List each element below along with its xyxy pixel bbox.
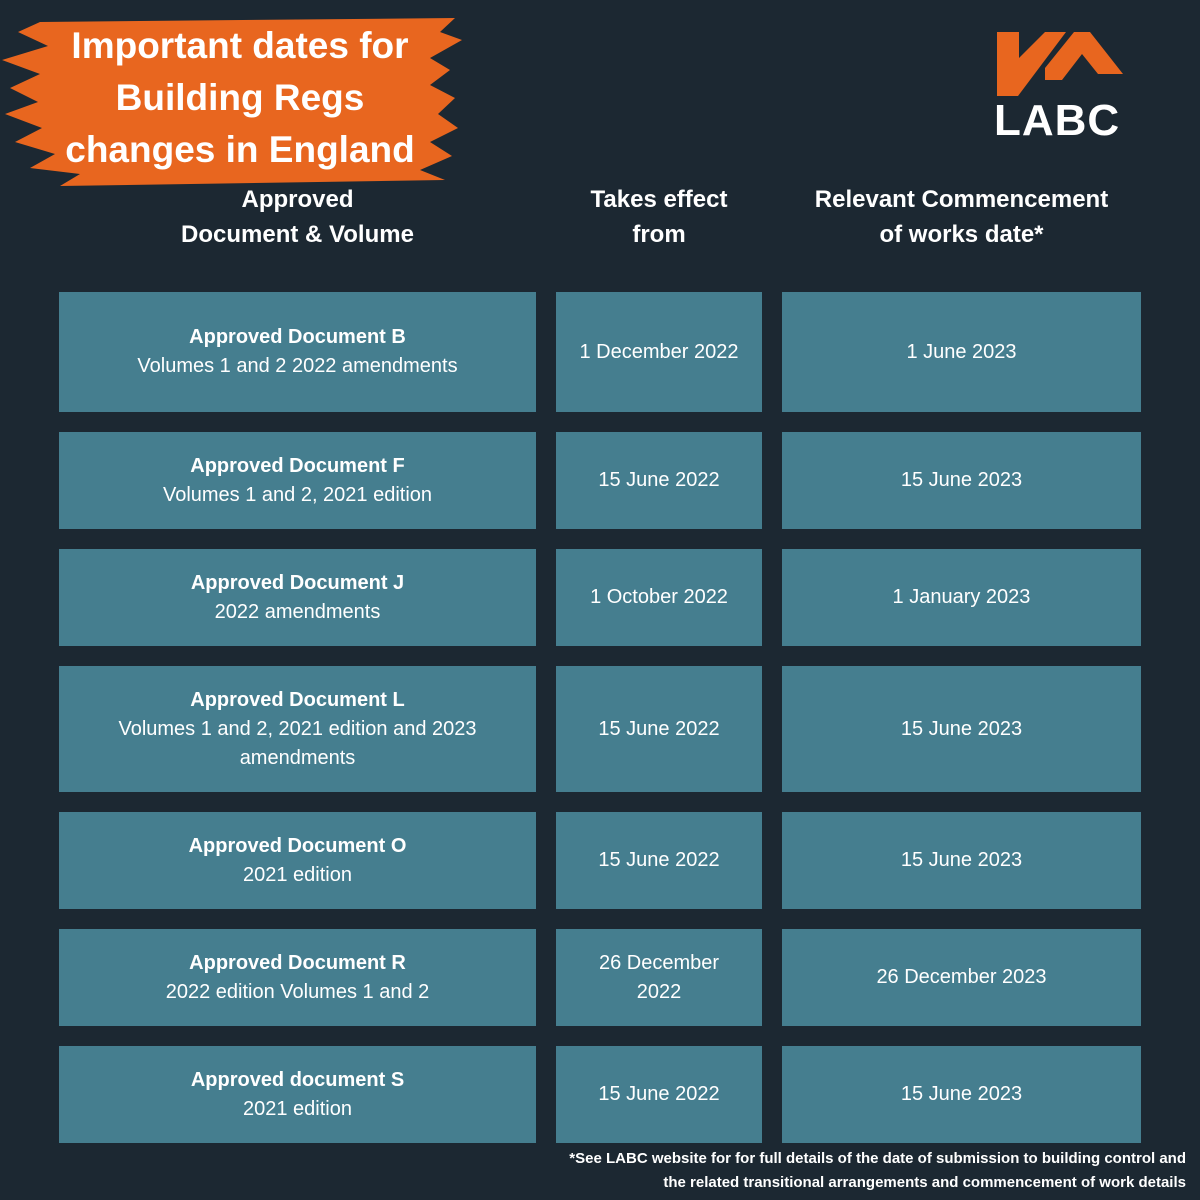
document-volume: Volumes 1 and 2, 2021 edition [162, 483, 433, 506]
table-row-document [59, 549, 536, 646]
effective-date: 15 June 2022 [556, 1046, 762, 1143]
document-volume: Volumes 1 and 2, 2021 edition and 2023 amendments [118, 717, 477, 769]
document-name: Approved Document F [190, 454, 405, 477]
column-header-document-line-1: Approved [241, 186, 354, 213]
document-volume: 2022 amendments [214, 600, 381, 623]
column-header-commencement [782, 182, 1141, 252]
document-volume: 2021 edition [243, 863, 352, 886]
page-title [30, 20, 450, 176]
document-name: Approved Document J [190, 571, 405, 594]
commencement-date: 15 June 2023 [782, 432, 1141, 529]
column-header-commencement-line-2: of works date* [879, 221, 1044, 248]
effective-date: 15 June 2022 [556, 432, 762, 529]
table-row-document [59, 292, 536, 412]
effective-date: 15 June 2022 [556, 666, 762, 792]
logo-text: LABC [994, 96, 1121, 145]
commencement-date: 1 June 2023 [782, 292, 1141, 412]
effective-date: 26 December 2022 [556, 929, 762, 1026]
document-name: Approved Document B [189, 326, 406, 348]
commencement-date: 26 December 2023 [782, 929, 1141, 1026]
commencement-date: 15 June 2023 [782, 1046, 1141, 1143]
table-row-document [59, 929, 536, 1026]
column-header-effective [556, 182, 762, 252]
title-line-3: changes in England [65, 129, 415, 170]
document-volume: 2022 edition Volumes 1 and 2 [165, 980, 430, 1003]
column-header-effective-line-1: Takes effect [590, 186, 728, 213]
effective-date: 15 June 2022 [556, 812, 762, 909]
document-name: Approved Document L [190, 688, 405, 711]
column-header-document [59, 182, 536, 252]
document-volume: Volumes 1 and 2 2022 amendments [137, 355, 458, 377]
document-name: Approved Document O [188, 834, 407, 857]
effective-date: 1 December 2022 [556, 292, 762, 412]
title-line-1: Important dates for [71, 25, 409, 66]
document-name: Approved Document R [189, 951, 406, 974]
table-row-document [59, 666, 536, 792]
commencement-date: 15 June 2023 [782, 666, 1141, 792]
table-row-document [59, 432, 536, 529]
document-name: Approved document S [190, 1068, 405, 1091]
title-line-2: Building Regs [115, 77, 365, 118]
column-header-commencement-line-1: Relevant Commencement [814, 186, 1109, 213]
footnote-line-1: *See LABC website for for full details of the date of submission to building control and [569, 1150, 1186, 1167]
column-header-effective-line-2: from [632, 221, 686, 248]
effective-date: 1 October 2022 [556, 549, 762, 646]
footnote [426, 1147, 1186, 1195]
commencement-date: 15 June 2023 [782, 812, 1141, 909]
footnote-line-2: the related transitional arrangements and commencement of work details [663, 1174, 1186, 1191]
table-row-document [59, 812, 536, 909]
column-header-document-line-2: Document & Volume [181, 221, 414, 248]
document-volume: 2021 edition [243, 1097, 352, 1120]
commencement-date: 1 January 2023 [782, 549, 1141, 646]
table-row-document [59, 1046, 536, 1143]
